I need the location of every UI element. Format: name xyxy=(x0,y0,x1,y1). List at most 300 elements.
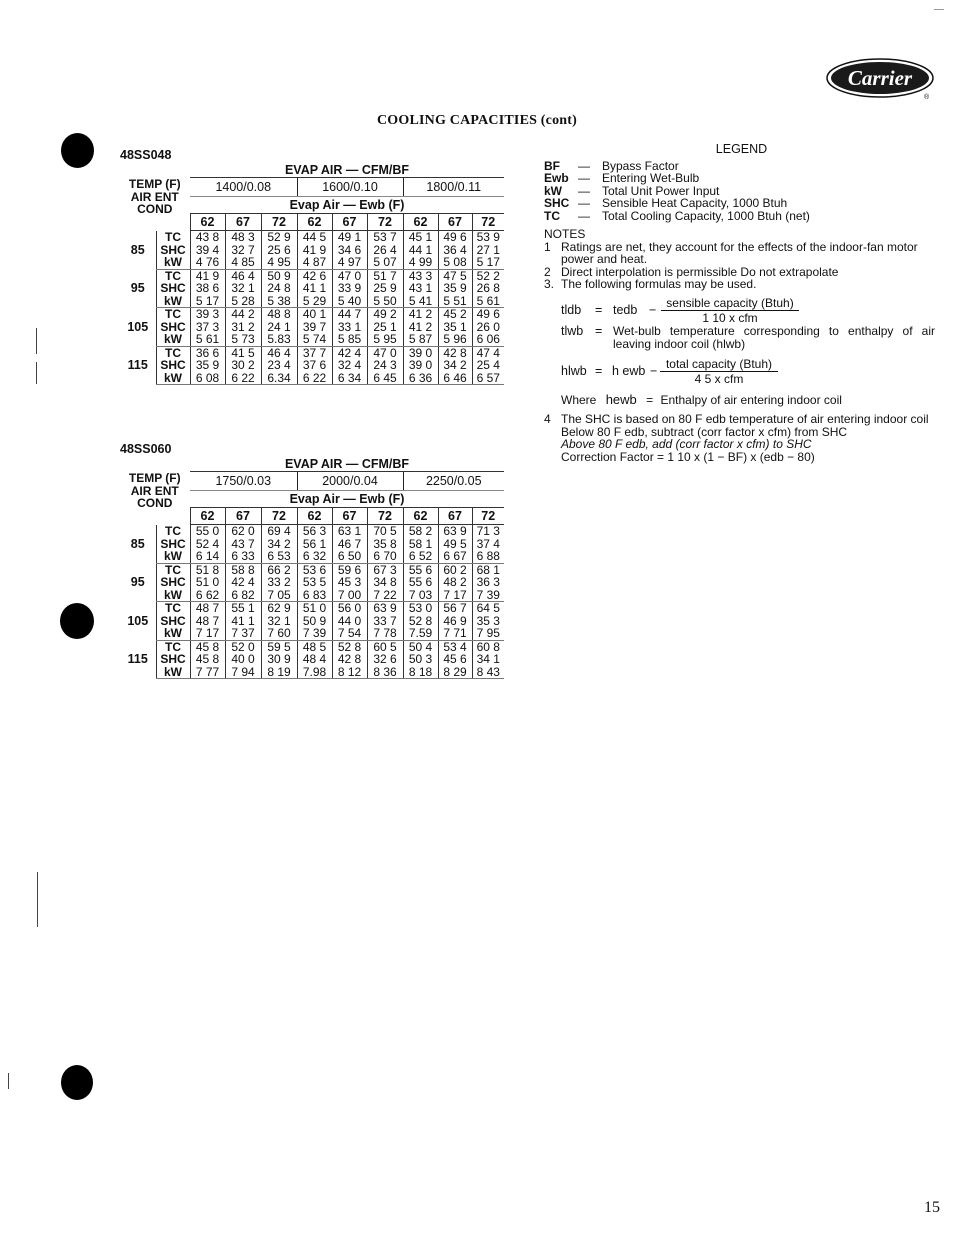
air-temp-cell: 105 xyxy=(127,613,149,628)
legend-abbr: Ewb xyxy=(544,171,569,185)
value-cell: 37 4 xyxy=(472,538,504,551)
corner-label: AIR ENT xyxy=(130,189,179,204)
value-cell: 32 6 xyxy=(367,653,403,666)
value-cell: 53 4 xyxy=(438,640,472,653)
value-cell: 8 19 xyxy=(261,666,297,679)
scan-mark xyxy=(934,9,944,10)
value-cell: 32 1 xyxy=(225,282,261,295)
table-row xyxy=(120,256,504,269)
value-cell: 44 0 xyxy=(332,615,367,628)
value-cell: 4 97 xyxy=(332,256,367,269)
value-cell: 48 5 xyxy=(297,640,332,653)
value-cell: 46 9 xyxy=(438,615,472,628)
value-cell: 45 8 xyxy=(190,640,225,653)
air-temp-cell: 95 xyxy=(130,281,145,295)
value-cell: 30 9 xyxy=(261,653,297,666)
row-label: TC xyxy=(156,563,190,576)
row-label: TC xyxy=(156,231,190,244)
value-cell: 41 9 xyxy=(297,244,332,257)
ewb-column-header: 67 xyxy=(332,508,367,525)
value-cell: 42 6 xyxy=(297,269,332,282)
value-cell: 39 0 xyxy=(403,359,438,372)
air-temp-cell: 115 xyxy=(127,358,148,372)
note-item xyxy=(544,278,939,291)
value-cell: 5 73 xyxy=(225,333,261,346)
value-cell: 6 82 xyxy=(225,589,261,602)
table-row xyxy=(120,333,504,346)
ewb-column-header: 72 xyxy=(261,214,297,231)
value-cell: 60 2 xyxy=(438,563,472,576)
value-cell: 7 77 xyxy=(190,666,225,679)
value-cell: 34 1 xyxy=(472,653,504,666)
value-cell: 48 8 xyxy=(261,308,297,321)
value-cell: 50 4 xyxy=(403,640,438,653)
value-cell: 53 0 xyxy=(403,602,438,615)
legend-desc: Entering Wet-Bulb xyxy=(602,171,700,185)
model-label: 48SS060 xyxy=(120,442,172,456)
value-cell: 8 36 xyxy=(367,666,403,679)
value-cell: 5 51 xyxy=(438,295,472,308)
value-cell: 7 37 xyxy=(225,627,261,640)
note4-line: Correction Factor = 1 10 x (1 − BF) x (edb − 80) xyxy=(561,449,815,464)
cfm-group-header: 1800/0.11 xyxy=(403,178,504,197)
legend-desc: Bypass Factor xyxy=(602,158,679,173)
value-cell: 5 61 xyxy=(190,333,225,346)
value-cell: 5 17 xyxy=(190,295,225,308)
value-cell: 49 5 xyxy=(438,538,472,551)
value-cell: 7 17 xyxy=(438,589,472,602)
value-cell: 26 0 xyxy=(472,321,504,334)
value-cell: 25 4 xyxy=(472,359,504,372)
value-cell: 51 0 xyxy=(190,576,225,589)
value-cell: 53 5 xyxy=(297,576,332,589)
note-text: Ratings are net, they account for the effects of the indoor-fan motor power and heat. xyxy=(561,239,918,266)
note-text: The following formulas may be used. xyxy=(561,277,757,291)
value-cell: 32 4 xyxy=(332,359,367,372)
value-cell: 58 8 xyxy=(225,563,261,576)
value-cell: 44 1 xyxy=(403,244,438,257)
value-cell: 35 9 xyxy=(190,359,225,372)
row-label: SHC xyxy=(156,244,190,257)
cfm-group-header: 1750/0.03 xyxy=(190,472,297,491)
value-cell: 47 5 xyxy=(438,269,472,282)
value-cell: 6 34 xyxy=(332,372,367,385)
formula-tlwb: tlwb = Wet-bulb temperature corresponding to enthalpy of air leaving indoor coil (hlwb) xyxy=(561,324,935,351)
scan-mark xyxy=(36,328,37,354)
value-cell: 6 33 xyxy=(225,550,261,563)
value-cell: 52 0 xyxy=(225,640,261,653)
value-cell: 48 2 xyxy=(438,576,472,589)
evap-air-header: EVAP AIR — CFM/BF xyxy=(190,163,504,178)
value-cell: 33 1 xyxy=(332,321,367,334)
value-cell: 6 83 xyxy=(297,589,332,602)
value-cell: 56 7 xyxy=(438,602,472,615)
value-cell: 46 7 xyxy=(332,538,367,551)
legend-dash: — xyxy=(578,158,590,173)
legend-item xyxy=(544,197,939,210)
legend-dash: — xyxy=(578,208,590,223)
value-cell: 59 5 xyxy=(261,640,297,653)
value-cell: 5 87 xyxy=(403,333,438,346)
punch-hole-middle xyxy=(60,603,94,639)
value-cell: 6 50 xyxy=(332,550,367,563)
where-line: Where hewb = Enthalpy of air entering indoor coil xyxy=(561,392,842,407)
value-cell: 37 7 xyxy=(297,346,332,359)
table-row xyxy=(120,372,504,385)
ewb-column-header: 67 xyxy=(332,214,367,231)
value-cell: 41 9 xyxy=(190,269,225,282)
ewb-column-header: 67 xyxy=(438,214,472,231)
cfm-group-header: 2250/0.05 xyxy=(403,472,504,491)
value-cell: 45 1 xyxy=(403,231,438,244)
row-label: TC xyxy=(156,640,190,653)
ewb-header: Evap Air — Ewb (F) xyxy=(190,491,504,508)
row-label: kW xyxy=(156,627,190,640)
value-cell: 36 6 xyxy=(190,346,225,359)
value-cell: 43 3 xyxy=(403,269,438,282)
value-cell: 31 2 xyxy=(225,321,261,334)
value-cell: 34 6 xyxy=(332,244,367,257)
corner-label: COND xyxy=(137,496,173,510)
formula-hlwb: hlwb = h ewb − xyxy=(561,364,658,378)
value-cell: 60 5 xyxy=(367,640,403,653)
value-cell: 36 4 xyxy=(438,244,472,257)
corner-label: TEMP (F) xyxy=(128,471,181,485)
table-row xyxy=(120,550,504,563)
ewb-column-header: 62 xyxy=(403,214,438,231)
note-text: Direct interpolation is permissible Do not extrapolate xyxy=(561,264,839,279)
scan-mark xyxy=(36,362,37,384)
air-temp-cell: 85 xyxy=(130,536,145,551)
value-cell: 37 6 xyxy=(297,359,332,372)
ewb-column-header: 72 xyxy=(472,214,504,231)
cooling-capacity-table xyxy=(120,163,504,385)
value-cell: 39 4 xyxy=(190,244,225,257)
value-cell: 5 74 xyxy=(297,333,332,346)
value-cell: 49 6 xyxy=(438,231,472,244)
value-cell: 67 3 xyxy=(367,563,403,576)
logo-wordmark: Carrier xyxy=(847,66,913,90)
table-row xyxy=(120,627,504,640)
value-cell: 7 94 xyxy=(225,666,261,679)
value-cell: 47 4 xyxy=(472,346,504,359)
value-cell: 7 78 xyxy=(367,627,403,640)
row-label: TC xyxy=(156,525,190,538)
value-cell: 60 8 xyxy=(472,640,504,653)
ewb-column-header: 72 xyxy=(472,508,504,525)
value-cell: 8 18 xyxy=(403,666,438,679)
air-temp-cell: 85 xyxy=(130,242,145,257)
value-cell: 30 2 xyxy=(225,359,261,372)
value-cell: 4 85 xyxy=(225,256,261,269)
value-cell: 51 8 xyxy=(190,563,225,576)
value-cell: 42 4 xyxy=(332,346,367,359)
value-cell: 35 8 xyxy=(367,538,403,551)
table-row xyxy=(120,282,504,295)
punch-hole-top xyxy=(61,133,94,168)
page-number: 15 xyxy=(924,1199,940,1216)
corner-label: COND xyxy=(137,202,173,216)
note-number: 2 xyxy=(544,264,551,279)
legend-dash: — xyxy=(578,183,590,198)
svg-text:®: ® xyxy=(924,94,930,100)
value-cell: 45 3 xyxy=(332,576,367,589)
value-cell: 45 8 xyxy=(190,653,225,666)
note-item xyxy=(544,241,939,266)
row-label: SHC xyxy=(156,359,190,372)
row-label: TC xyxy=(156,602,190,615)
value-cell: 62 9 xyxy=(261,602,297,615)
value-cell: 6 88 xyxy=(472,550,504,563)
value-cell: 6 57 xyxy=(472,372,504,385)
note-4: 4 The SHC is based on 80 F edb temperature of air entering indoor coil Below 80 F edb, subtract (corr factor x cfm) from SHC Above 80 F edb, add (corr factor x cfm) to SHC Correction Factor = 1 10 x (1 − BF) x (edb − 80) xyxy=(544,413,939,463)
value-cell: 56 1 xyxy=(297,538,332,551)
value-cell: 62 0 xyxy=(225,525,261,538)
value-cell: 53 7 xyxy=(367,231,403,244)
table-row xyxy=(120,231,504,244)
value-cell: 45 6 xyxy=(438,653,472,666)
legend-desc: Total Unit Power Input xyxy=(602,183,720,198)
value-cell: 52 2 xyxy=(472,269,504,282)
table-row xyxy=(120,525,504,538)
value-cell: 41 2 xyxy=(403,321,438,334)
evap-air-header: EVAP AIR — CFM/BF xyxy=(190,457,504,472)
value-cell: 5 96 xyxy=(438,333,472,346)
value-cell: 48 7 xyxy=(190,602,225,615)
row-label: kW xyxy=(156,295,190,308)
value-cell: 58 2 xyxy=(403,525,438,538)
value-cell: 70 5 xyxy=(367,525,403,538)
corner-label: TEMP (F) xyxy=(128,177,181,191)
ewb-column-header: 67 xyxy=(225,214,261,231)
value-cell: 6 52 xyxy=(403,550,438,563)
ewb-column-header: 62 xyxy=(297,214,332,231)
value-cell: 41 1 xyxy=(297,282,332,295)
value-cell: 51 7 xyxy=(367,269,403,282)
value-cell: 59 6 xyxy=(332,563,367,576)
scan-mark xyxy=(37,872,38,927)
air-temp-cell: 95 xyxy=(130,575,145,589)
ewb-column-header: 62 xyxy=(297,508,332,525)
table-row xyxy=(120,653,504,666)
value-cell: 43 1 xyxy=(403,282,438,295)
value-cell: 7 03 xyxy=(403,589,438,602)
value-cell: 25 9 xyxy=(367,282,403,295)
legend-desc: Sensible Heat Capacity, 1000 Btuh xyxy=(602,196,788,210)
value-cell: 49 1 xyxy=(332,231,367,244)
value-cell: 56 0 xyxy=(332,602,367,615)
value-cell: 24 3 xyxy=(367,359,403,372)
air-temp-cell: 115 xyxy=(127,652,148,666)
value-cell: 63 9 xyxy=(438,525,472,538)
value-cell: 40 0 xyxy=(225,653,261,666)
value-cell: 50 9 xyxy=(297,615,332,628)
value-cell: 7 00 xyxy=(332,589,367,602)
row-label: TC xyxy=(156,308,190,321)
value-cell: 51 0 xyxy=(297,602,332,615)
value-cell: 5 07 xyxy=(367,256,403,269)
value-cell: 8 29 xyxy=(438,666,472,679)
row-label: kW xyxy=(156,666,190,679)
value-cell: 25 1 xyxy=(367,321,403,334)
value-cell: 24 8 xyxy=(261,282,297,295)
table-row xyxy=(120,295,504,308)
legend-abbr: kW xyxy=(544,183,562,198)
value-cell: 49 2 xyxy=(367,308,403,321)
value-cell: 4 76 xyxy=(190,256,225,269)
value-cell: 63 1 xyxy=(332,525,367,538)
value-cell: 68 1 xyxy=(472,563,504,576)
value-cell: 6 62 xyxy=(190,589,225,602)
value-cell: 6 22 xyxy=(225,372,261,385)
legend-notes xyxy=(544,143,939,291)
ewb-column-header: 72 xyxy=(367,214,403,231)
ewb-column-header: 62 xyxy=(403,508,438,525)
value-cell: 5 95 xyxy=(367,333,403,346)
note-number: 1 xyxy=(544,239,551,254)
value-cell: 4 87 xyxy=(297,256,332,269)
value-cell: 47 0 xyxy=(332,269,367,282)
value-cell: 25 6 xyxy=(261,244,297,257)
value-cell: 37 3 xyxy=(190,321,225,334)
value-cell: 42 8 xyxy=(438,346,472,359)
row-label: SHC xyxy=(156,282,190,295)
ewb-column-header: 67 xyxy=(225,508,261,525)
note4-line: Below 80 F edb, subtract (corr factor x cfm) from SHC xyxy=(561,424,848,439)
value-cell: 39 0 xyxy=(403,346,438,359)
ewb-column-header: 72 xyxy=(261,508,297,525)
value-cell: 27 1 xyxy=(472,244,504,257)
value-cell: 52 8 xyxy=(332,640,367,653)
legend-abbr: BF xyxy=(544,158,560,173)
value-cell: 45 2 xyxy=(438,308,472,321)
value-cell: 44 5 xyxy=(297,231,332,244)
row-label: TC xyxy=(156,346,190,359)
value-cell: 6 22 xyxy=(297,372,332,385)
legend-dash: — xyxy=(578,171,590,185)
value-cell: 7 05 xyxy=(261,589,297,602)
value-cell: 63 9 xyxy=(367,602,403,615)
value-cell: 48 4 xyxy=(297,653,332,666)
legend-abbr: SHC xyxy=(544,196,570,210)
value-cell: 40 1 xyxy=(297,308,332,321)
row-label: SHC xyxy=(156,576,190,589)
table-row xyxy=(120,589,504,602)
value-cell: 5 29 xyxy=(297,295,332,308)
value-cell: 55 0 xyxy=(190,525,225,538)
value-cell: 5 85 xyxy=(332,333,367,346)
model-label: 48SS048 xyxy=(120,148,172,162)
table-row xyxy=(120,602,504,615)
cfm-group-header: 1400/0.08 xyxy=(190,178,297,197)
header-corner xyxy=(120,457,190,525)
value-cell: 55 6 xyxy=(403,563,438,576)
table-row xyxy=(120,359,504,372)
value-cell: 7 39 xyxy=(472,589,504,602)
cfm-group-header: 2000/0.04 xyxy=(297,472,403,491)
value-cell: 48 7 xyxy=(190,615,225,628)
scan-mark xyxy=(8,1073,9,1089)
value-cell: 69 4 xyxy=(261,525,297,538)
legend-dash: — xyxy=(578,196,590,210)
value-cell: 53 6 xyxy=(297,563,332,576)
value-cell: 43 8 xyxy=(190,231,225,244)
value-cell: 42 8 xyxy=(332,653,367,666)
value-cell: 39 7 xyxy=(297,321,332,334)
legend-item xyxy=(544,172,939,185)
value-cell: 6 67 xyxy=(438,550,472,563)
value-cell: 41 1 xyxy=(225,615,261,628)
value-cell: 55 1 xyxy=(225,602,261,615)
value-cell: 7.98 xyxy=(297,666,332,679)
row-label: kW xyxy=(156,256,190,269)
table-row xyxy=(120,666,504,679)
value-cell: 4 95 xyxy=(261,256,297,269)
value-cell: 64 5 xyxy=(472,602,504,615)
table-row xyxy=(120,576,504,589)
ewb-column-header: 67 xyxy=(438,508,472,525)
cfm-group-header: 1600/0.10 xyxy=(297,178,403,197)
legend-item xyxy=(544,210,939,223)
page-title: COOLING CAPACITIES (cont) xyxy=(377,113,577,128)
ewb-column-header: 62 xyxy=(190,508,225,525)
note4-line: Above 80 F edb, add (corr factor x cfm) to SHC xyxy=(561,437,812,451)
punch-hole-bottom xyxy=(61,1065,93,1100)
value-cell: 53 9 xyxy=(472,231,504,244)
value-cell: 24 1 xyxy=(261,321,297,334)
value-cell: 46 4 xyxy=(261,346,297,359)
value-cell: 52 8 xyxy=(403,615,438,628)
fraction-sensible: sensible capacity (Btuh) 1 10 x cfm xyxy=(661,296,799,325)
value-cell: 26 4 xyxy=(367,244,403,257)
value-cell: 41 2 xyxy=(403,308,438,321)
value-cell: 6 70 xyxy=(367,550,403,563)
note-number: 3. xyxy=(544,277,555,291)
table-row xyxy=(120,308,504,321)
value-cell: 43 7 xyxy=(225,538,261,551)
value-cell: 5 61 xyxy=(472,295,504,308)
value-cell: 23 4 xyxy=(261,359,297,372)
air-temp-cell: 105 xyxy=(127,319,149,334)
value-cell: 7 71 xyxy=(438,627,472,640)
legend-abbr: TC xyxy=(544,208,560,223)
header-corner xyxy=(120,163,190,231)
value-cell: 52 4 xyxy=(190,538,225,551)
value-cell: 39 3 xyxy=(190,308,225,321)
value-cell: 35 9 xyxy=(438,282,472,295)
value-cell: 36 3 xyxy=(472,576,504,589)
value-cell: 33 2 xyxy=(261,576,297,589)
value-cell: 47 0 xyxy=(367,346,403,359)
row-label: SHC xyxy=(156,538,190,551)
row-label: kW xyxy=(156,372,190,385)
ewb-column-header: 62 xyxy=(190,214,225,231)
value-cell: 58 1 xyxy=(403,538,438,551)
value-cell: 6 08 xyxy=(190,372,225,385)
value-cell: 5 40 xyxy=(332,295,367,308)
row-label: kW xyxy=(156,550,190,563)
value-cell: 34 2 xyxy=(261,538,297,551)
value-cell: 49 6 xyxy=(472,308,504,321)
value-cell: 6 06 xyxy=(472,333,504,346)
value-cell: 32 1 xyxy=(261,615,297,628)
value-cell: 44 7 xyxy=(332,308,367,321)
carrier-logo xyxy=(826,58,934,100)
value-cell: 6.34 xyxy=(261,372,297,385)
value-cell: 50 3 xyxy=(403,653,438,666)
value-cell: 6 14 xyxy=(190,550,225,563)
value-cell: 7 17 xyxy=(190,627,225,640)
